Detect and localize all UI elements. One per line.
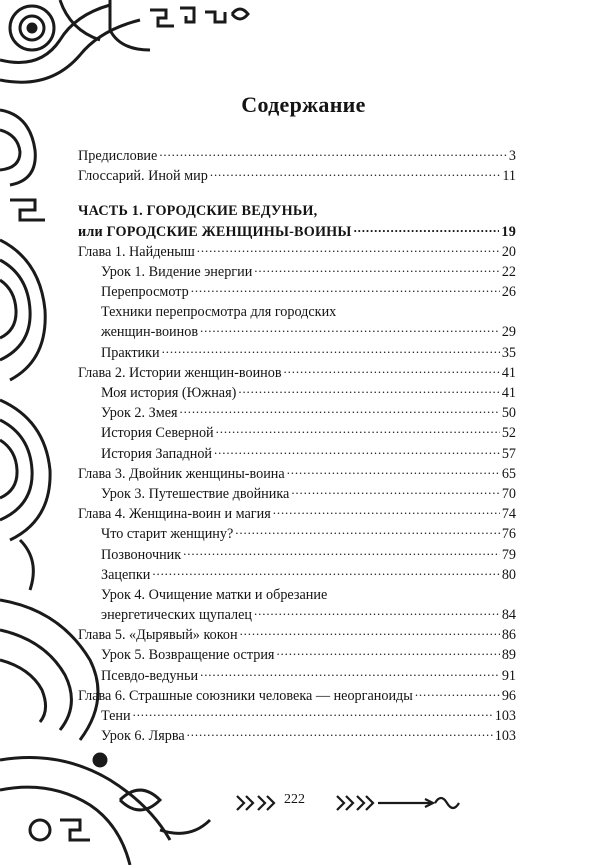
toc-entry: [78, 201, 516, 221]
toc-leader-dots: [210, 166, 500, 186]
toc-entry: [78, 222, 516, 242]
table-of-contents: [78, 146, 516, 746]
toc-leader-dots: [159, 146, 507, 166]
toc-entry-page: 70: [501, 485, 516, 502]
toc-entry-title: Глава 4. Женщина-воин и магия: [78, 506, 271, 523]
toc-entry-page: 41: [501, 364, 516, 381]
toc-entry: [78, 625, 516, 645]
toc-entry-page: 103: [494, 728, 516, 745]
toc-entry-page: 11: [502, 168, 516, 185]
toc-entry-title: энергетических щупалец: [101, 607, 253, 624]
toc-entry: [78, 166, 516, 186]
toc-leader-dots: [276, 646, 499, 666]
toc-entry-page: 91: [501, 667, 516, 684]
toc-entry-page: 103: [494, 708, 516, 725]
toc-leader-dots: [200, 323, 500, 343]
toc-entry: [78, 262, 516, 282]
toc-entry-title: Урок 6. Лярва: [101, 728, 185, 745]
toc-leader-dots: [187, 726, 493, 746]
toc-entry-title: Моя история (Южная): [101, 385, 237, 402]
toc-entry-title: Глава 2. Истории женщин-воинов: [78, 364, 282, 381]
toc-entry-title: Урок 4. Очищение матки и обрезание: [101, 586, 328, 603]
toc-leader-dots: [183, 545, 500, 565]
toc-entry-page: 52: [501, 425, 516, 442]
toc-entry-title: Урок 5. Возвращение острия: [101, 647, 275, 664]
toc-entry: [78, 242, 516, 262]
toc-entry-page: 74: [501, 506, 516, 523]
toc-entry: [78, 146, 516, 166]
toc-entry: [78, 504, 516, 524]
page-title: Содержание: [241, 92, 366, 117]
toc-entry-page: 3: [508, 147, 516, 164]
toc-entry: [78, 484, 516, 504]
toc-leader-dots: [329, 585, 514, 605]
toc-entry-title: Глава 3. Двойник женщины-воина: [78, 465, 285, 482]
toc-entry-page: 80: [501, 566, 516, 583]
toc-entry-title: ЧАСТЬ 1. ГОРОДСКИЕ ВЕДУНЬИ,: [78, 203, 318, 220]
toc-entry-page: 79: [501, 546, 516, 563]
toc-leader-dots: [415, 686, 500, 706]
toc-entry: [78, 444, 516, 464]
toc-entry: [78, 565, 516, 585]
toc-entry-page: 29: [501, 324, 516, 341]
toc-entry-title: Урок 3. Путешествие двойника: [101, 485, 290, 502]
toc-entry-page: 20: [501, 243, 516, 260]
toc-entry-page: 96: [501, 687, 516, 704]
toc-entry-page: 50: [501, 405, 516, 422]
toc-leader-dots: [235, 525, 500, 545]
toc-entry-page: 41: [501, 385, 516, 402]
toc-leader-dots: [162, 343, 500, 363]
toc-entry: [78, 423, 516, 443]
toc-entry-page: 86: [501, 627, 516, 644]
toc-entry-title: Позвоночник: [101, 546, 182, 563]
toc-entry-title: Глава 6. Страшные союзники человека — неорганоиды: [78, 687, 413, 704]
toc-entry-title: Урок 2. Змея: [101, 405, 178, 422]
toc-entry-page: 35: [501, 344, 516, 361]
page-number: 222: [284, 792, 305, 807]
toc-entry-title: Предисловие: [78, 147, 158, 164]
toc-entry: [78, 646, 516, 666]
toc-leader-dots: [291, 484, 499, 504]
toc-entry-page: 76: [501, 526, 516, 543]
toc-entry-page: 84: [501, 607, 516, 624]
toc-entry-page: 57: [501, 445, 516, 462]
toc-entry-title: История Северной: [101, 425, 214, 442]
toc-entry: [78, 363, 516, 383]
toc-entry: [78, 302, 516, 322]
toc-entry: [78, 706, 516, 726]
toc-entry-page: 89: [501, 647, 516, 664]
toc-entry-title: Техники перепросмотра для городских: [101, 304, 337, 321]
toc-entry: [78, 666, 516, 686]
toc-leader-dots: [197, 242, 500, 262]
toc-entry-title: История Западной: [101, 445, 213, 462]
toc-entry: [78, 545, 516, 565]
toc-entry: [78, 726, 516, 746]
toc-leader-dots: [254, 605, 500, 625]
toc-entry: [78, 403, 516, 423]
toc-entry-title: Практики: [101, 344, 160, 361]
toc-entry-title: Перепросмотр: [101, 284, 189, 301]
toc-leader-dots: [152, 565, 499, 585]
toc-entry-page: 65: [501, 465, 516, 482]
toc-entry-title: Тени: [101, 708, 131, 725]
toc-entry-title: женщин-воинов: [101, 324, 199, 341]
toc-entry: [78, 585, 516, 605]
toc-leader-dots: [214, 444, 500, 464]
toc-entry-title: Псевдо-ведуньи: [101, 667, 199, 684]
toc-entry-title: Что старит женщину?: [101, 526, 234, 543]
toc-entry-title: Глава 5. «Дырявый» кокон: [78, 627, 238, 644]
toc-entry: [78, 464, 516, 484]
toc-leader-dots: [191, 282, 500, 302]
toc-entry: [78, 323, 516, 343]
toc-entry: [78, 383, 516, 403]
toc-leader-dots: [254, 262, 500, 282]
toc-entry-page: 19: [501, 223, 516, 240]
toc-entry: [78, 524, 516, 544]
toc-entry: [78, 686, 516, 706]
toc-leader-dots: [180, 403, 500, 423]
toc-entry-title: Зацепки: [101, 566, 151, 583]
toc-leader-dots: [133, 706, 493, 726]
toc-entry: [78, 343, 516, 363]
toc-leader-dots: [238, 383, 499, 403]
toc-entry-title: Глава 1. Найденыш: [78, 243, 195, 260]
toc-entry-title: Урок 1. Видение энергии: [101, 263, 253, 280]
toc-leader-dots: [354, 222, 500, 242]
toc-leader-dots: [287, 464, 500, 484]
toc-entry-page: 22: [501, 263, 516, 280]
toc-entry-title: или ГОРОДСКИЕ ЖЕНЩИНЫ-ВОИНЫ: [78, 223, 352, 240]
toc-leader-dots: [200, 666, 500, 686]
toc-leader-dots: [240, 626, 500, 646]
toc-entry-title: Глоссарий. Иной мир: [78, 168, 208, 185]
toc-leader-dots: [319, 202, 514, 222]
toc-leader-dots: [273, 504, 500, 524]
toc-entry: [78, 605, 516, 625]
toc-leader-dots: [338, 303, 514, 323]
toc-entry-page: 26: [501, 284, 516, 301]
toc-entry: [78, 282, 516, 302]
toc-leader-dots: [216, 424, 500, 444]
toc-leader-dots: [284, 363, 500, 383]
